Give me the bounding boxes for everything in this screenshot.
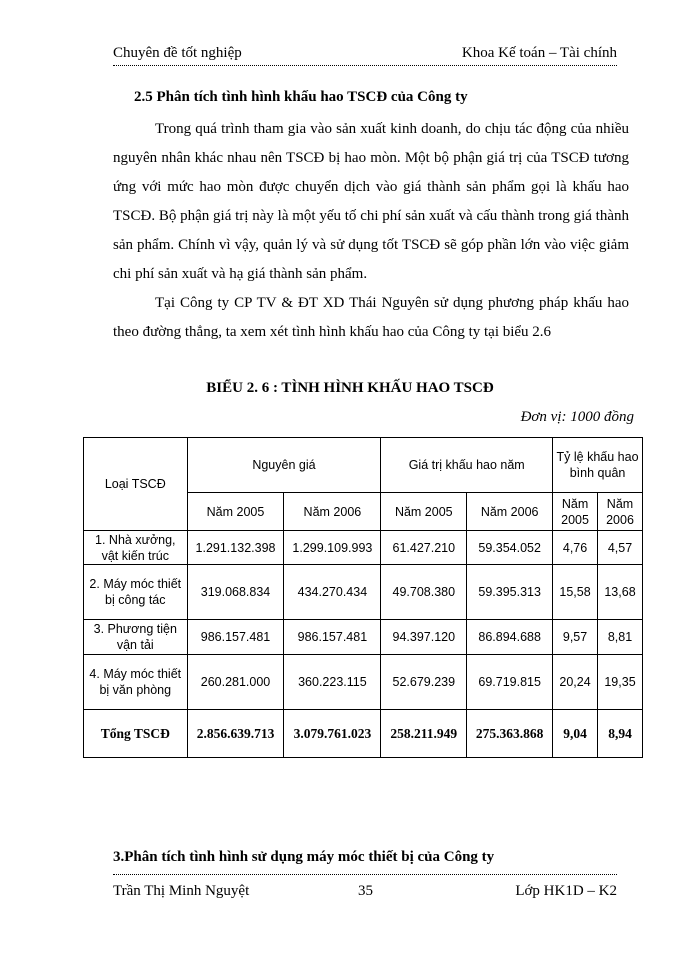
header-ng-2005: Năm 2005: [187, 493, 284, 531]
header-kh-2005: Năm 2005: [381, 493, 467, 531]
row-name: 3. Phương tiện vận tải: [84, 620, 188, 655]
cell-ng-2006: 360.223.115: [284, 655, 381, 710]
header-ng-2006: Năm 2006: [284, 493, 381, 531]
header-left: Chuyên đề tốt nghiệp: [113, 45, 242, 61]
total-name: Tổng TSCĐ: [84, 710, 188, 758]
footer-author: Trần Thị Minh Nguyệt: [113, 883, 250, 899]
header-right: Khoa Kế toán – Tài chính: [461, 45, 617, 61]
footer-class: Lớp HK1D – K2: [515, 883, 617, 899]
cell-ng-2005: 319.068.834: [187, 565, 284, 620]
paragraph-2: Tại Công ty CP TV & ĐT XD Thái Nguyên sử dụng phương pháp khấu hao theo đường thẳng, ta xem xét tình hình khấu hao của Công ty tại biểu 2.6: [113, 295, 629, 340]
paragraph-1: Trong quá trình tham gia vào sản xuất kinh doanh, do chịu tác động của nhiều nguyên nhân khác nhau nên TSCĐ bị hao mòn. Một bộ phận giá trị của TSCĐ tương ứng với mức hao mòn được chuyển dịch vào giá thành sản phẩm gọi là khấu hao TSCĐ. Bộ phận giá trị này là một yếu tố chi phí sản xuất và cấu thành trong giá thành sản phẩm. Chính vì vậy, quản lý và sử dụng tốt TSCĐ sẽ góp phần lớn vào việc giảm chi phí sản xuất và hạ giá thành sản phẩm.: [113, 121, 629, 282]
cell-ng-2005: 1.291.132.398: [187, 531, 284, 565]
section-3-title: 3.Phân tích tình hình sử dụng máy móc thiết bị của Công ty: [113, 849, 495, 865]
table-row: [84, 565, 643, 620]
total-tl-2006: 8,94: [598, 710, 643, 758]
row-name: 1. Nhà xưởng, vật kiến trúc: [84, 531, 188, 565]
footer-page-number: 35: [358, 883, 373, 899]
cell-kh-2005: 94.397.120: [381, 620, 467, 655]
cell-kh-2006: 86.894.688: [467, 620, 553, 655]
cell-kh-2005: 61.427.210: [381, 531, 467, 565]
cell-tl-2005: 15,58: [553, 565, 598, 620]
header-loai: Loại TSCĐ: [84, 438, 188, 531]
total-ng-2006: 3.079.761.023: [284, 710, 381, 758]
page-footer: [113, 874, 617, 905]
total-kh-2006: 275.363.868: [467, 710, 553, 758]
page-header: [113, 43, 617, 66]
total-ng-2005: 2.856.639.713: [187, 710, 284, 758]
table-row: [84, 531, 643, 565]
table-row: [84, 655, 643, 710]
cell-tl-2006: 8,81: [598, 620, 643, 655]
cell-tl-2006: 19,35: [598, 655, 643, 710]
header-ty-le: Tỷ lệ khấu hao bình quân: [553, 438, 643, 493]
depreciation-table: [83, 437, 643, 758]
total-kh-2005: 258.211.949: [381, 710, 467, 758]
table-unit: Đơn vị: 1000 đồng: [520, 409, 634, 425]
cell-ng-2005: 986.157.481: [187, 620, 284, 655]
total-tl-2005: 9,04: [553, 710, 598, 758]
cell-kh-2006: 69.719.815: [467, 655, 553, 710]
header-tl-2005: Năm 2005: [553, 493, 598, 531]
header-tl-2006: Năm 2006: [598, 493, 643, 531]
cell-kh-2005: 49.708.380: [381, 565, 467, 620]
table-title: BIỂU 2. 6 : TÌNH HÌNH KHẤU HAO TSCĐ: [206, 380, 494, 396]
cell-ng-2006: 1.299.109.993: [284, 531, 381, 565]
cell-tl-2006: 4,57: [598, 531, 643, 565]
cell-ng-2006: 434.270.434: [284, 565, 381, 620]
cell-tl-2005: 20,24: [553, 655, 598, 710]
cell-ng-2006: 986.157.481: [284, 620, 381, 655]
cell-kh-2006: 59.395.313: [467, 565, 553, 620]
table-row: [84, 620, 643, 655]
header-gia-tri-khau-hao: Giá trị khấu hao năm: [381, 438, 553, 493]
section-title: 2.5 Phân tích tình hình khấu hao TSCĐ của Công ty: [134, 89, 468, 105]
cell-tl-2006: 13,68: [598, 565, 643, 620]
cell-ng-2005: 260.281.000: [187, 655, 284, 710]
cell-kh-2005: 52.679.239: [381, 655, 467, 710]
header-nguyen-gia: Nguyên giá: [187, 438, 381, 493]
row-name: 2. Máy móc thiết bị công tác: [84, 565, 188, 620]
table-total-row: [84, 710, 643, 758]
cell-kh-2006: 59.354.052: [467, 531, 553, 565]
cell-tl-2005: 4,76: [553, 531, 598, 565]
header-kh-2006: Năm 2006: [467, 493, 553, 531]
cell-tl-2005: 9,57: [553, 620, 598, 655]
row-name: 4. Máy móc thiết bị văn phòng: [84, 655, 188, 710]
